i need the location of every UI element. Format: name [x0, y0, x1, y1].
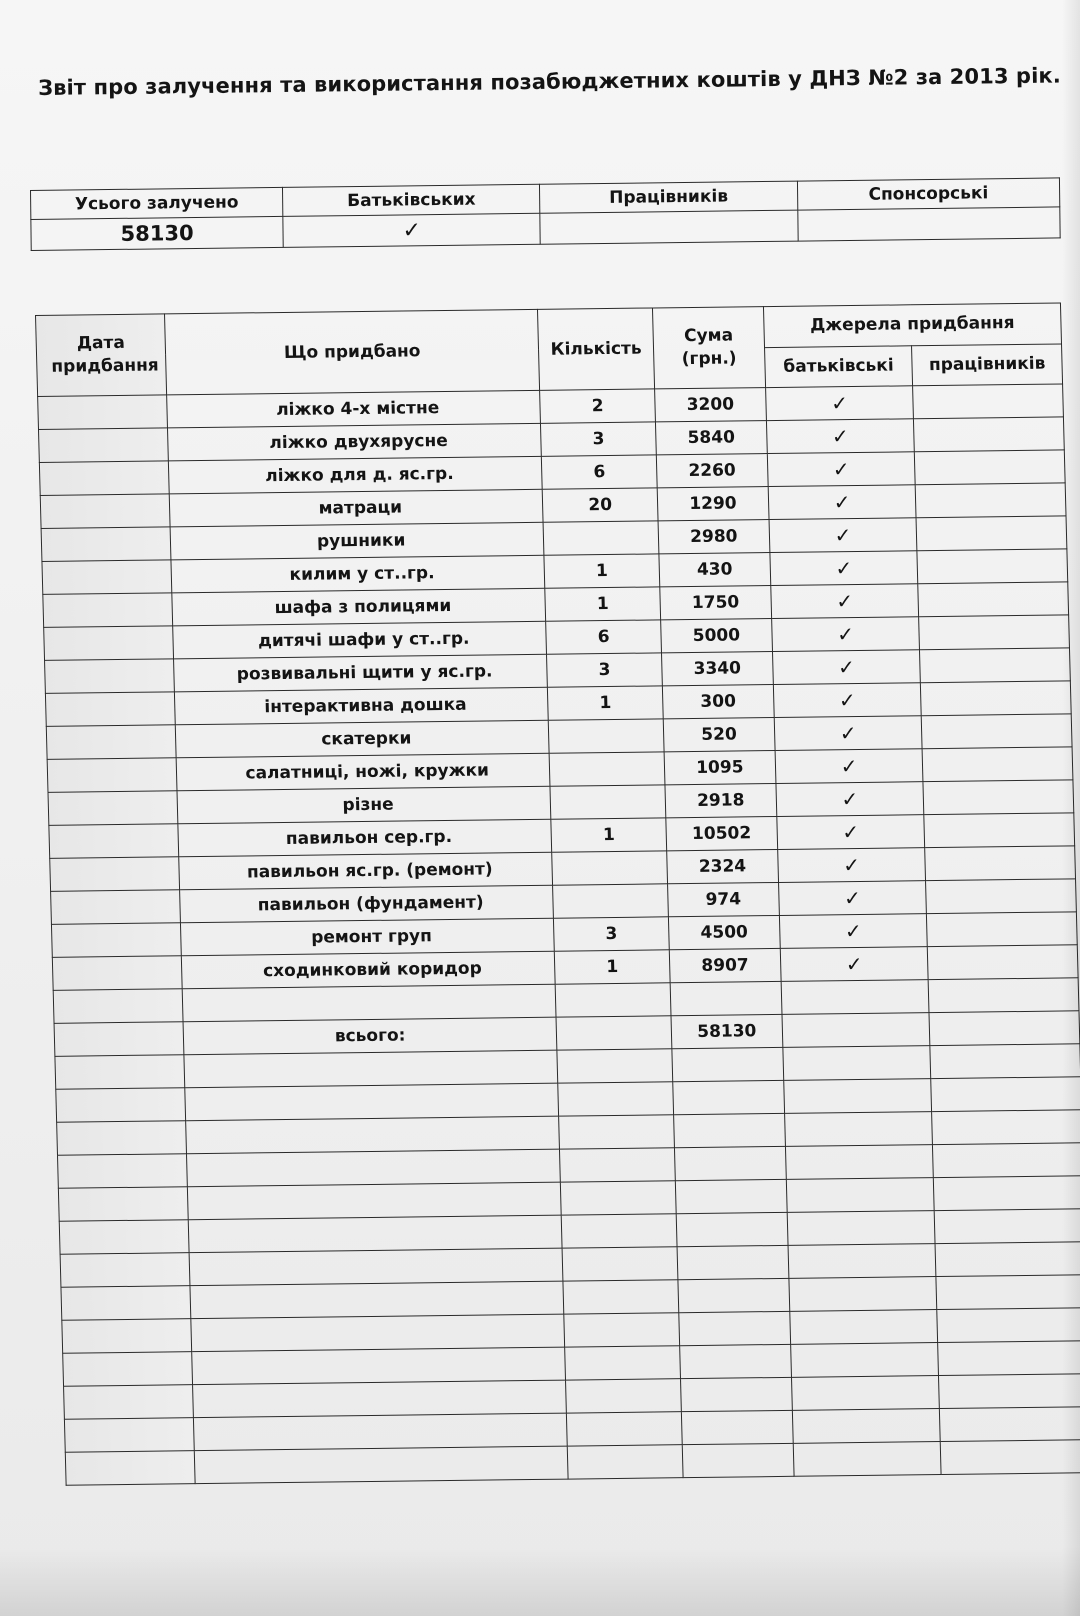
empty-cell [938, 1341, 1080, 1376]
qty-cell [553, 884, 669, 918]
empty-cell [934, 1176, 1080, 1211]
qty-cell [550, 785, 666, 819]
parents-check-icon: ✓ [772, 650, 920, 685]
date-cell [39, 461, 169, 496]
sum-cell: 1095 [664, 750, 776, 784]
header-sum-label: Сума (грн.) [681, 325, 737, 370]
date-cell [50, 857, 180, 892]
sum-cell: 300 [662, 685, 774, 719]
item-cell: павильон (фундамент) [180, 885, 554, 923]
empty-cell [561, 1181, 677, 1215]
page-bottom-shadow [0, 1546, 1080, 1616]
qty-cell: 1 [548, 686, 664, 720]
summary-workers-value [540, 210, 798, 244]
date-cell [40, 494, 170, 529]
empty-cell [564, 1313, 680, 1347]
header-item: Що придбано [165, 309, 540, 395]
date-cell [45, 659, 175, 694]
parents-check-icon: ✓ [770, 584, 918, 619]
empty-cell [184, 1050, 558, 1088]
empty-cell [783, 1079, 931, 1114]
date-cell [38, 428, 168, 463]
empty-cell [560, 1148, 676, 1182]
empty-cell [193, 1380, 567, 1418]
empty-cell [558, 1082, 674, 1116]
empty-cell [58, 1154, 188, 1189]
empty-cell [681, 1410, 793, 1444]
workers-cell [925, 846, 1076, 881]
sum-cell: 1750 [660, 586, 772, 620]
empty-cell [673, 1080, 785, 1114]
workers-cell [922, 714, 1073, 749]
empty-cell [567, 1412, 683, 1446]
empty-cell [54, 1022, 184, 1057]
date-cell [46, 725, 176, 760]
parents-check-icon: ✓ [777, 848, 925, 883]
item-cell: ліжко для д. яс.гр. [168, 456, 542, 494]
summary-header-workers: Працівників [540, 181, 798, 213]
page-edge-shadow [1062, 0, 1080, 1616]
empty-cell [675, 1179, 787, 1213]
empty-cell [781, 980, 929, 1015]
date-cell [51, 890, 181, 925]
item-cell: ліжко 4-х містне [167, 390, 541, 428]
qty-cell: 3 [541, 422, 657, 456]
purchases-table [35, 302, 1080, 1485]
summary-total-value: 58130 [31, 216, 283, 250]
empty-cell [676, 1212, 788, 1246]
purchases-rows [38, 384, 1080, 1485]
sum-cell: 2324 [667, 849, 779, 883]
empty-cell [934, 1209, 1080, 1244]
empty-cell [793, 1442, 941, 1477]
workers-cell [924, 813, 1075, 848]
sum-cell: 3340 [662, 652, 774, 686]
parents-check-icon: ✓ [769, 518, 917, 553]
empty-cell [670, 981, 782, 1015]
empty-cell [790, 1343, 938, 1378]
item-cell: розвивальні щити у яс.гр. [174, 654, 548, 692]
empty-cell [682, 1443, 794, 1477]
empty-cell [783, 1046, 931, 1081]
parents-check-icon: ✓ [774, 716, 922, 751]
empty-cell [567, 1445, 683, 1479]
parents-check-icon: ✓ [776, 782, 924, 817]
qty-cell: 3 [554, 917, 670, 951]
empty-cell [555, 983, 671, 1017]
summary-sponsors-value [797, 207, 1060, 241]
empty-cell [565, 1346, 681, 1380]
workers-cell [918, 582, 1069, 617]
summary-header-total: Усього залучено [31, 187, 283, 219]
summary-header-sponsors: Спонсорські [797, 178, 1060, 210]
empty-cell [782, 1013, 930, 1048]
header-date [36, 314, 167, 397]
total-sum: 58130 [671, 1014, 783, 1048]
item-cell: килим у ст..гр. [171, 555, 545, 593]
empty-cell [559, 1115, 675, 1149]
item-cell: різне [177, 786, 551, 824]
empty-cell [55, 1055, 185, 1090]
empty-cell [931, 1077, 1080, 1112]
item-cell: ремонт груп [181, 918, 555, 956]
sum-cell: 3200 [655, 388, 767, 422]
empty-cell [561, 1214, 677, 1248]
date-cell [41, 527, 171, 562]
empty-cell [187, 1149, 561, 1187]
parents-check-icon: ✓ [778, 881, 926, 916]
sum-cell: 1290 [657, 487, 769, 521]
empty-cell [784, 1112, 932, 1147]
empty-cell [935, 1242, 1080, 1277]
empty-cell [57, 1121, 187, 1156]
qty-cell [548, 719, 664, 753]
parents-check-icon: ✓ [767, 452, 915, 487]
header-date-label: Дата придбання [51, 332, 159, 377]
parents-check-icon: ✓ [779, 914, 927, 949]
sum-cell: 10502 [666, 816, 778, 850]
item-cell: ліжко двухярусне [168, 423, 542, 461]
empty-cell [791, 1376, 939, 1411]
parents-check-icon: ✓ [771, 617, 919, 652]
empty-cell [788, 1244, 936, 1279]
date-cell [49, 824, 179, 859]
sum-cell: 8907 [669, 948, 781, 982]
empty-cell [191, 1314, 565, 1352]
empty-cell [677, 1245, 789, 1279]
parents-check-icon: ✓ [768, 485, 916, 520]
empty-cell [187, 1182, 561, 1220]
empty-cell [566, 1379, 682, 1413]
empty-cell [182, 984, 556, 1022]
empty-cell [785, 1145, 933, 1180]
date-cell [38, 395, 168, 430]
qty-cell: 20 [542, 488, 658, 522]
parents-check-icon: ✓ [775, 749, 923, 784]
date-cell [48, 791, 178, 826]
workers-cell [920, 648, 1071, 683]
empty-cell [933, 1143, 1080, 1178]
summary-table [30, 177, 1061, 251]
qty-cell: 3 [547, 653, 663, 687]
empty-cell [937, 1308, 1080, 1343]
item-cell: салатниці, ножі, кружки [176, 753, 550, 791]
empty-cell [929, 1011, 1080, 1046]
workers-cell [927, 912, 1078, 947]
empty-cell [194, 1446, 568, 1484]
workers-cell [923, 780, 1074, 815]
header-qty: Кількість [538, 308, 655, 390]
empty-cell [61, 1286, 191, 1321]
item-cell: рушники [170, 522, 544, 560]
empty-cell [58, 1187, 188, 1222]
item-cell: сходинковий коридор [181, 951, 555, 989]
item-cell: павильон сер.гр. [178, 819, 552, 857]
sum-cell: 974 [668, 882, 780, 916]
date-cell [52, 956, 182, 991]
qty-cell [549, 752, 665, 786]
workers-cell [915, 483, 1066, 518]
empty-cell [557, 1049, 673, 1083]
qty-cell: 6 [542, 455, 658, 489]
empty-cell [681, 1377, 793, 1411]
empty-cell [786, 1178, 934, 1213]
item-cell: скатерки [175, 720, 549, 758]
qty-cell: 1 [544, 554, 660, 588]
empty-cell [186, 1116, 560, 1154]
workers-cell [914, 417, 1065, 452]
empty-cell [194, 1413, 568, 1451]
qty-cell: 1 [551, 818, 667, 852]
empty-cell [789, 1277, 937, 1312]
qty-cell [543, 521, 659, 555]
parents-check-icon: ✓ [770, 551, 918, 586]
header-parents: батьківські [764, 345, 913, 387]
empty-cell [789, 1310, 937, 1345]
empty-cell [792, 1409, 940, 1444]
sum-cell: 5840 [655, 421, 767, 455]
parents-check-icon: ✓ [766, 419, 914, 454]
empty-cell [787, 1211, 935, 1246]
empty-cell [563, 1280, 679, 1314]
empty-cell [53, 989, 183, 1024]
empty-cell [56, 1088, 186, 1123]
total-label: всього: [183, 1017, 557, 1055]
workers-cell [917, 549, 1068, 584]
item-cell: дитячі шафи у ст..гр. [173, 621, 547, 659]
empty-cell [556, 1016, 672, 1050]
workers-cell [915, 450, 1066, 485]
empty-cell [679, 1311, 791, 1345]
workers-cell [916, 516, 1067, 551]
date-cell [45, 692, 175, 727]
report-title: Звіт про залучення та використання позабюджетних коштів у ДНЗ №2 за 2013 рік. [38, 63, 1061, 100]
empty-cell [192, 1347, 566, 1385]
parents-check-icon: ✓ [780, 947, 928, 982]
item-cell: матраци [169, 489, 543, 527]
date-cell [51, 923, 181, 958]
item-cell: інтерактивна дошка [175, 687, 549, 725]
sum-cell: 520 [663, 718, 775, 752]
empty-cell [932, 1110, 1080, 1145]
empty-cell [59, 1220, 189, 1255]
sum-cell: 2980 [658, 520, 770, 554]
sum-cell: 430 [659, 553, 771, 587]
empty-cell [190, 1281, 564, 1319]
empty-cell [936, 1275, 1080, 1310]
empty-cell [928, 978, 1079, 1013]
empty-cell [65, 1451, 195, 1486]
empty-cell [940, 1407, 1080, 1442]
sum-cell: 2260 [656, 454, 768, 488]
sum-cell: 4500 [668, 915, 780, 949]
empty-cell [60, 1253, 190, 1288]
empty-cell [64, 1385, 194, 1420]
empty-cell [674, 1113, 786, 1147]
header-sources: Джерела придбання [763, 303, 1061, 347]
qty-cell [552, 851, 668, 885]
empty-cell [64, 1418, 194, 1453]
empty-cell [188, 1215, 562, 1253]
empty-cell [939, 1374, 1080, 1409]
summary-header-parents: Батьківських [283, 184, 541, 216]
workers-cell [926, 879, 1077, 914]
empty-cell [680, 1344, 792, 1378]
qty-cell: 6 [546, 620, 662, 654]
header-sum [652, 307, 765, 389]
workers-cell [913, 384, 1064, 419]
sum-cell: 2918 [665, 783, 777, 817]
qty-cell: 1 [555, 950, 671, 984]
parents-check-icon: ✓ [765, 386, 913, 421]
parents-check-icon: ✓ [773, 683, 921, 718]
parents-check-icon: ✓ [777, 815, 925, 850]
empty-cell [62, 1319, 192, 1354]
workers-cell [921, 681, 1072, 716]
qty-cell: 2 [540, 389, 656, 423]
date-cell [47, 758, 177, 793]
empty-cell [63, 1352, 193, 1387]
item-cell: шафа з полицями [172, 588, 546, 626]
qty-cell: 1 [545, 587, 661, 621]
summary-parents-check-icon: ✓ [283, 213, 541, 247]
empty-cell [185, 1083, 559, 1121]
date-cell [44, 626, 174, 661]
date-cell [43, 593, 173, 628]
empty-cell [674, 1146, 786, 1180]
workers-cell [919, 615, 1070, 650]
empty-cell [930, 1044, 1080, 1079]
workers-cell [922, 747, 1073, 782]
workers-cell [928, 945, 1079, 980]
sum-cell: 5000 [661, 619, 773, 653]
empty-cell [941, 1440, 1080, 1475]
header-workers: працівників [912, 343, 1063, 385]
empty-cell [678, 1278, 790, 1312]
empty-cell [189, 1248, 563, 1286]
date-cell [42, 560, 172, 595]
empty-cell [672, 1047, 784, 1081]
item-cell: павильон яс.гр. (ремонт) [179, 852, 553, 890]
empty-cell [562, 1247, 678, 1281]
